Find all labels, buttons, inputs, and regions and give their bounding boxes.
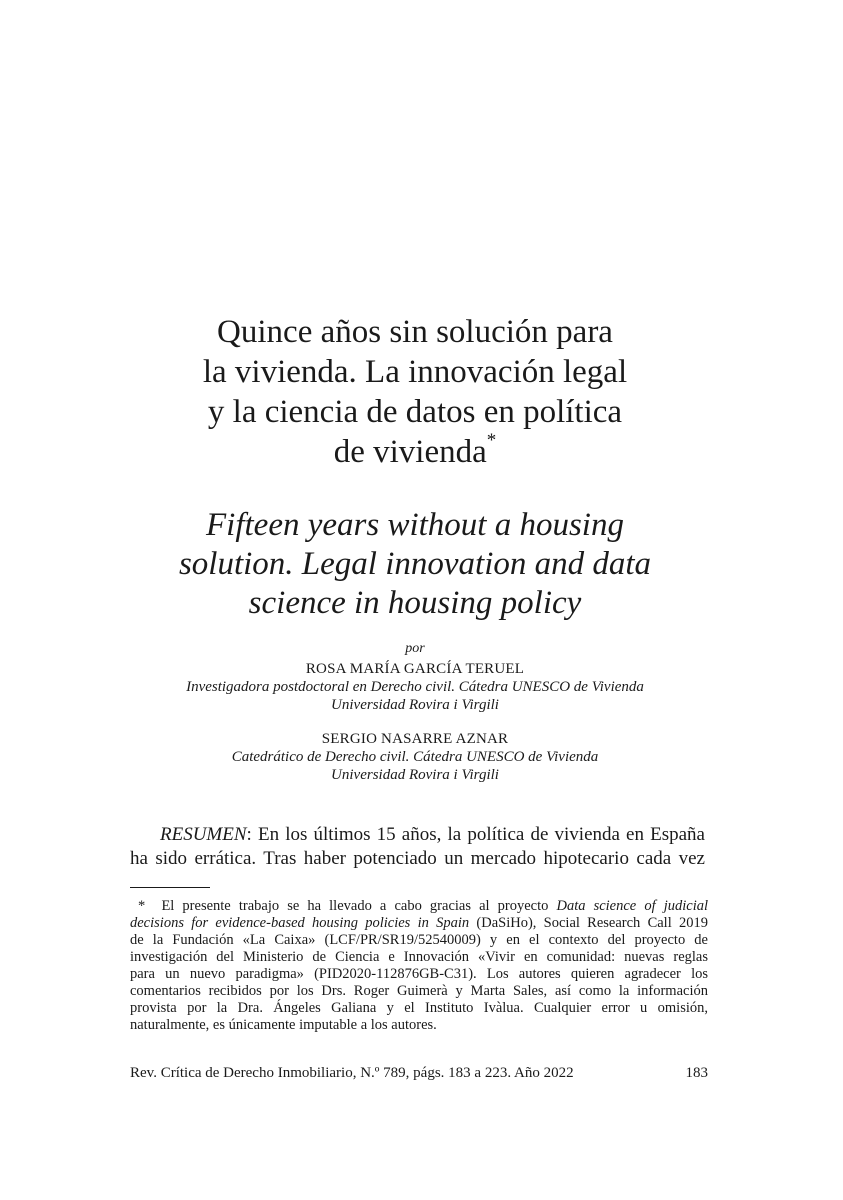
author-name: SERGIO NASARRE AZNAR (321, 731, 509, 747)
title-spanish-line: la vivienda. La innovación legal (202, 354, 628, 390)
author-affiliation: Investigadora postdoctoral en Derecho civil. Cátedra UNESCO de Vivienda (186, 679, 644, 695)
title-english-line: science in housing policy (248, 585, 582, 621)
footnote-line: provista por la Dra. Ángeles Galiana y el Instituto Ivàlua. Cualquier error u omisión, (130, 1000, 708, 1016)
abstract-line (130, 823, 705, 847)
footnote-marker-link[interactable]: * (486, 430, 497, 451)
footnote-line: naturalmente, es únicamente imputable a los autores. (130, 1017, 437, 1033)
title-english-line: solution. Legal innovation and data (178, 546, 652, 582)
footnote-line: comentarios recibidos por los Drs. Roger Guimerà y Marta Sales, así como la información (130, 983, 708, 999)
author-affiliation: Catedrático de Derecho civil. Cátedra UNESCO de Vivienda (231, 749, 599, 765)
page-number: 183 (685, 1065, 708, 1081)
title-english-line: Fifteen years without a housing (206, 507, 624, 543)
footnote-line: investigación del Ministerio de Ciencia e Innovación «Vivir en comunidad: nuevas reglas (130, 949, 708, 965)
footnote-text: El presente trabajo se ha llevado a cabo gracias al proyecto (161, 898, 557, 914)
footnote-separator (130, 887, 210, 888)
title-spanish (100, 312, 730, 472)
title-english (100, 506, 730, 623)
footnote-line: de la Fundación «La Caixa» (LCF/PR/SR19/52540009) y en el contexto del proyecto de (130, 932, 708, 948)
footnote-text: (DaSiHo), Social Research Call 2019 (469, 915, 708, 931)
author-name: ROSA MARÍA GARCÍA TERUEL (305, 661, 525, 677)
byline (100, 640, 730, 784)
abstract-text: : En los últimos 15 años, la política de vivienda en España (246, 824, 705, 845)
abstract-line: ha sido errática. Tras haber potenciado un mercado hipotecario cada vez (130, 848, 705, 869)
footnote-line (130, 898, 708, 915)
author-block (100, 730, 730, 784)
journal-citation: Rev. Crítica de Derecho Inmobiliario, N.º 789, págs. 183 a 223. Año 2022 (130, 1065, 574, 1081)
title-spanish-line (100, 432, 730, 472)
byline-por: por (405, 641, 425, 656)
title-spanish-line: Quince años sin solución para (217, 314, 613, 350)
footnote-line: para un nuevo paradigma» (PID2020-112876GB-C31). Los autores quieren agradecer los (130, 966, 708, 982)
author-institution: Universidad Rovira i Virgili (331, 697, 499, 713)
footnote-marker: * (138, 898, 146, 914)
author-block (100, 660, 730, 714)
abstract (130, 823, 705, 871)
footnote-line (130, 915, 708, 932)
title-spanish-last-words: de vivienda (333, 434, 487, 470)
footnote-project-title: Data science of judicial (556, 898, 709, 914)
abstract-label: RESUMEN (160, 824, 247, 845)
title-spanish-line: y la ciencia de datos en política (207, 394, 623, 430)
footnote-project-title: decisions for evidence-based housing policies in Spain (130, 915, 470, 931)
footnote (130, 898, 708, 1034)
author-institution: Universidad Rovira i Virgili (331, 767, 499, 783)
